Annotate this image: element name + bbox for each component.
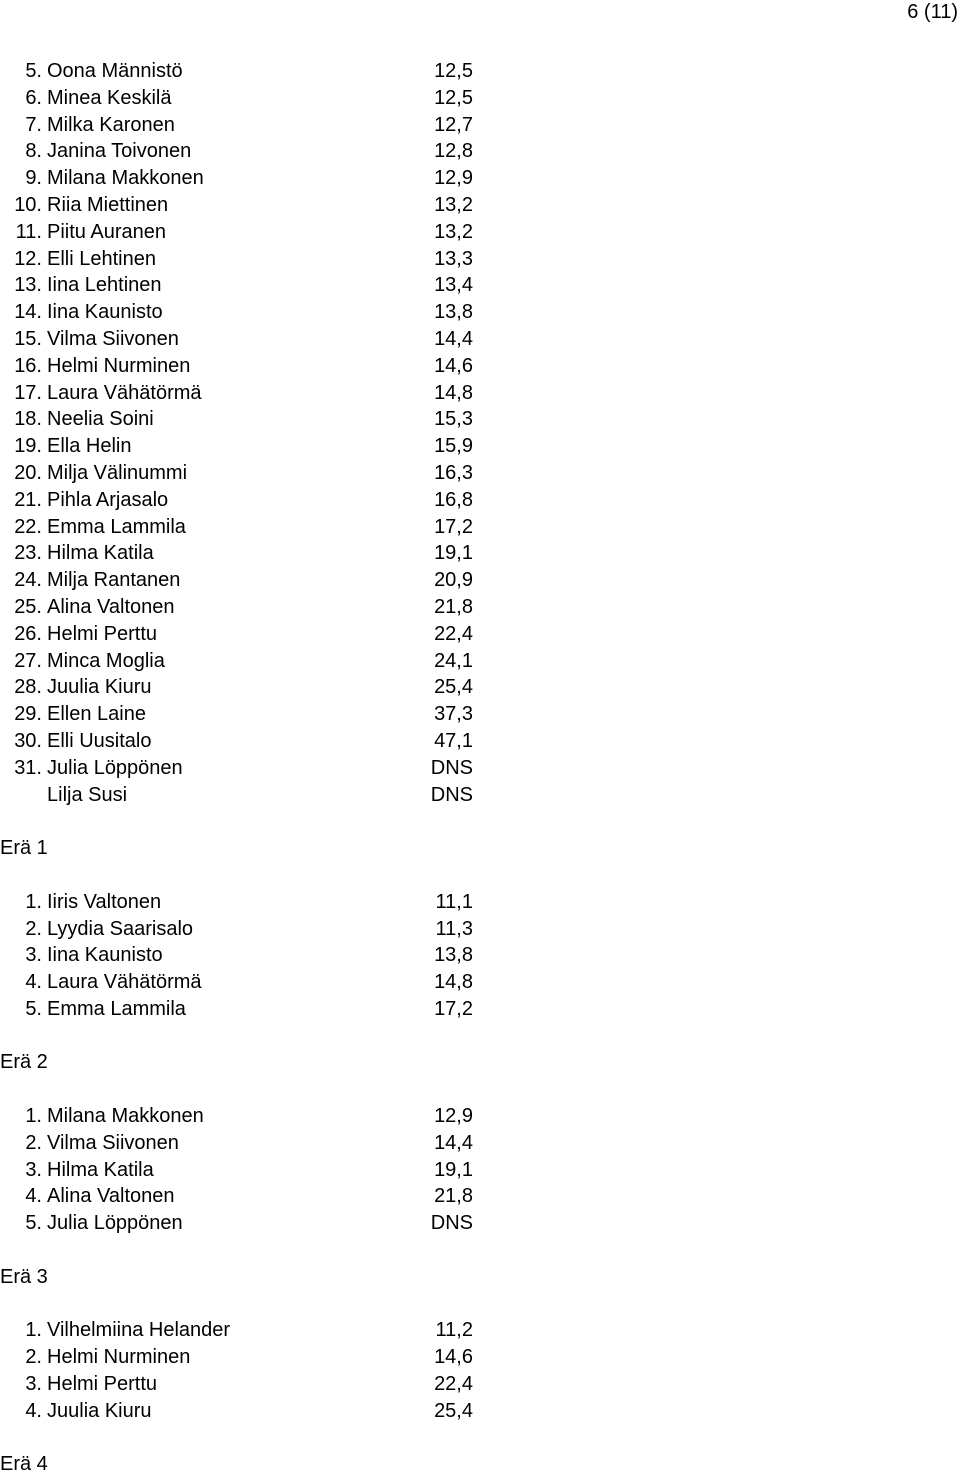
result-value: 13,8: [434, 301, 473, 324]
result-value: 13,4: [434, 274, 473, 297]
athlete-name: Milja Välinummi: [47, 461, 188, 484]
result-row: [0, 299, 960, 326]
result-row: [0, 969, 960, 996]
placing-number: 31.: [14, 756, 42, 779]
placing-number: 4.: [25, 1399, 42, 1422]
result-row: [0, 1103, 960, 1130]
placing-number: 11.: [15, 220, 42, 243]
result-value: 22,4: [434, 1373, 473, 1396]
result-row: [0, 1210, 960, 1237]
result-row: [0, 567, 960, 594]
placing-number: 19.: [14, 435, 42, 458]
placing-number: 20.: [14, 461, 42, 484]
heat-heading-row: [0, 1049, 960, 1076]
placing-number: 10.: [14, 193, 42, 216]
result-row: [0, 85, 960, 112]
placing-number: 1.: [25, 890, 42, 913]
result-row: [0, 165, 960, 192]
placing-number: 3.: [25, 944, 42, 967]
result-row: [0, 1371, 960, 1398]
result-value: DNS: [430, 783, 473, 806]
result-value: DNS: [430, 756, 473, 779]
placing-number: 2.: [25, 1346, 42, 1369]
result-value: 11,3: [435, 917, 473, 940]
athlete-name: Juulia Kiuru: [47, 676, 152, 699]
result-value: 12,9: [434, 167, 473, 190]
result-row: [0, 674, 960, 701]
placing-number: 12.: [14, 247, 42, 270]
heat-heading-row: [0, 1264, 960, 1291]
athlete-name: Elli Uusitalo: [47, 729, 152, 752]
result-value: 14,8: [434, 971, 473, 994]
athlete-name: Lilja Susi: [47, 783, 128, 806]
result-row: [0, 889, 960, 916]
placing-number: 13.: [14, 274, 42, 297]
placing-number: 14.: [14, 301, 42, 324]
athlete-name: Helmi Nurminen: [47, 1346, 191, 1369]
result-value: 16,3: [434, 461, 473, 484]
results-document: [0, 58, 960, 1478]
result-row: [0, 514, 960, 541]
result-value: 12,5: [434, 60, 473, 82]
athlete-name: Oona Männistö: [47, 60, 183, 82]
athlete-name: Julia Löppönen: [47, 756, 183, 779]
result-row: [0, 701, 960, 728]
result-value: 14,6: [434, 354, 473, 377]
result-row: [0, 433, 960, 460]
result-value: 12,7: [434, 113, 473, 136]
athlete-name: Hilma Katila: [47, 542, 154, 565]
result-value: 17,2: [434, 997, 473, 1020]
result-value: 25,4: [434, 1399, 473, 1422]
result-value: 13,2: [434, 193, 473, 216]
result-row: [0, 782, 960, 809]
heat-title: Erä 2: [0, 1051, 48, 1074]
placing-number: 1.: [25, 1105, 42, 1128]
placing-number: 27.: [14, 649, 42, 672]
result-row: [0, 138, 960, 165]
result-value: 14,6: [434, 1346, 473, 1369]
heat-heading-row: [0, 1451, 960, 1478]
athlete-name: Janina Toivonen: [47, 140, 192, 163]
placing-number: 5.: [25, 997, 42, 1020]
athlete-name: Minca Moglia: [47, 649, 165, 672]
result-row: [0, 326, 960, 353]
result-row: [0, 353, 960, 380]
result-value: 11,2: [435, 1319, 473, 1342]
athlete-name: Pihla Arjasalo: [47, 488, 169, 511]
result-value: 15,9: [434, 435, 473, 458]
athlete-name: Ella Helin: [47, 435, 132, 458]
heat-heading-row: [0, 835, 960, 862]
placing-number: 4.: [25, 971, 42, 994]
result-value: DNS: [430, 1212, 473, 1235]
result-row: [0, 406, 960, 433]
result-row: [0, 380, 960, 407]
placing-number: 4.: [25, 1185, 42, 1208]
athlete-name: Helmi Perttu: [47, 622, 158, 645]
result-value: 19,1: [434, 1158, 473, 1181]
result-row: [0, 621, 960, 648]
placing-number: 9.: [25, 167, 42, 190]
athlete-name: Emma Lammila: [47, 997, 186, 1020]
athlete-name: Iiris Valtonen: [47, 890, 162, 913]
result-row: [0, 1317, 960, 1344]
athlete-name: Iina Kaunisto: [47, 301, 163, 324]
placing-number: 26.: [14, 622, 42, 645]
placing-number: 21.: [14, 488, 42, 511]
result-row: [0, 1130, 960, 1157]
result-row: [0, 728, 960, 755]
athlete-name: Milana Makkonen: [47, 167, 204, 190]
athlete-name: Vilma Siivonen: [47, 327, 179, 350]
result-value: 17,2: [434, 515, 473, 538]
page-number: 6 (11): [907, 1, 958, 23]
athlete-name: Ellen Laine: [47, 703, 146, 726]
athlete-name: Hilma Katila: [47, 1158, 154, 1181]
athlete-name: Alina Valtonen: [47, 1185, 175, 1208]
placing-number: 2.: [25, 1131, 42, 1154]
placing-number: 5.: [25, 60, 42, 82]
result-value: 14,4: [434, 327, 473, 350]
athlete-name: Lyydia Saarisalo: [47, 917, 194, 940]
result-value: 13,3: [434, 247, 473, 270]
result-value: 25,4: [434, 676, 473, 699]
result-value: 21,8: [434, 595, 473, 618]
heat-title: Erä 3: [0, 1265, 48, 1288]
result-row: [0, 755, 960, 782]
result-value: 14,8: [434, 381, 473, 404]
result-value: 14,4: [434, 1131, 473, 1154]
athlete-name: Alina Valtonen: [47, 595, 175, 618]
result-row: [0, 58, 960, 85]
result-value: 21,8: [434, 1185, 473, 1208]
result-row: [0, 112, 960, 139]
result-row: [0, 219, 960, 246]
placing-number: 29.: [14, 703, 42, 726]
result-value: 19,1: [434, 542, 473, 565]
placing-number: 25.: [14, 595, 42, 618]
result-row: [0, 648, 960, 675]
result-row: [0, 594, 960, 621]
result-row: [0, 916, 960, 943]
placing-number: 15.: [14, 327, 42, 350]
athlete-name: Milana Makkonen: [47, 1105, 204, 1128]
result-row: [0, 487, 960, 514]
athlete-name: Milja Rantanen: [47, 569, 181, 592]
heat-title: Erä 4: [0, 1453, 48, 1476]
athlete-name: Piitu Auranen: [47, 220, 166, 243]
heat-title: Erä 1: [0, 837, 48, 860]
athlete-name: Laura Vähätörmä: [47, 381, 202, 404]
result-value: 13,8: [434, 944, 473, 967]
result-value: 13,2: [434, 220, 473, 243]
result-row: [0, 192, 960, 219]
result-row: [0, 942, 960, 969]
athlete-name: Vilhelmiina Helander: [47, 1319, 231, 1342]
result-value: 22,4: [434, 622, 473, 645]
athlete-name: Neelia Soini: [47, 408, 154, 431]
athlete-name: Iina Lehtinen: [47, 274, 162, 297]
result-value: 12,8: [434, 140, 473, 163]
result-value: 12,5: [434, 86, 473, 109]
athlete-name: Elli Lehtinen: [47, 247, 156, 270]
athlete-name: Helmi Nurminen: [47, 354, 191, 377]
athlete-name: Riia Miettinen: [47, 193, 169, 216]
result-row: [0, 1398, 960, 1425]
result-value: 37,3: [434, 703, 473, 726]
placing-number: 17.: [14, 381, 42, 404]
placing-number: 2.: [25, 917, 42, 940]
athlete-name: Helmi Perttu: [47, 1373, 158, 1396]
placing-number: 22.: [14, 515, 42, 538]
placing-number: 1.: [25, 1319, 42, 1342]
result-value: 15,3: [434, 408, 473, 431]
placing-number: 3.: [25, 1373, 42, 1396]
placing-number: 8.: [25, 140, 42, 163]
placing-number: 7.: [25, 113, 42, 136]
result-row: [0, 1344, 960, 1371]
result-value: 12,9: [434, 1105, 473, 1128]
athlete-name: Milka Karonen: [47, 113, 175, 136]
athlete-name: Juulia Kiuru: [47, 1399, 152, 1422]
placing-number: 6.: [25, 86, 42, 109]
athlete-name: Julia Löppönen: [47, 1212, 183, 1235]
result-row: [0, 1183, 960, 1210]
athlete-name: Emma Lammila: [47, 515, 186, 538]
result-row: [0, 460, 960, 487]
result-value: 24,1: [434, 649, 473, 672]
placing-number: 23.: [14, 542, 42, 565]
result-row: [0, 246, 960, 273]
placing-number: 28.: [14, 676, 42, 699]
placing-number: 3.: [25, 1158, 42, 1181]
result-value: 16,8: [434, 488, 473, 511]
placing-number: 16.: [14, 354, 42, 377]
placing-number: 18.: [14, 408, 42, 431]
result-value: 11,1: [435, 890, 473, 913]
result-value: 20,9: [434, 569, 473, 592]
result-value: 47,1: [434, 729, 473, 752]
result-row: [0, 540, 960, 567]
athlete-name: Laura Vähätörmä: [47, 971, 202, 994]
athlete-name: Minea Keskilä: [47, 86, 172, 109]
result-row: [0, 272, 960, 299]
placing-number: 30.: [14, 729, 42, 752]
result-row: [0, 996, 960, 1023]
placing-number: 5.: [25, 1212, 42, 1235]
athlete-name: Iina Kaunisto: [47, 944, 163, 967]
result-row: [0, 1157, 960, 1184]
placing-number: 24.: [14, 569, 42, 592]
athlete-name: Vilma Siivonen: [47, 1131, 179, 1154]
